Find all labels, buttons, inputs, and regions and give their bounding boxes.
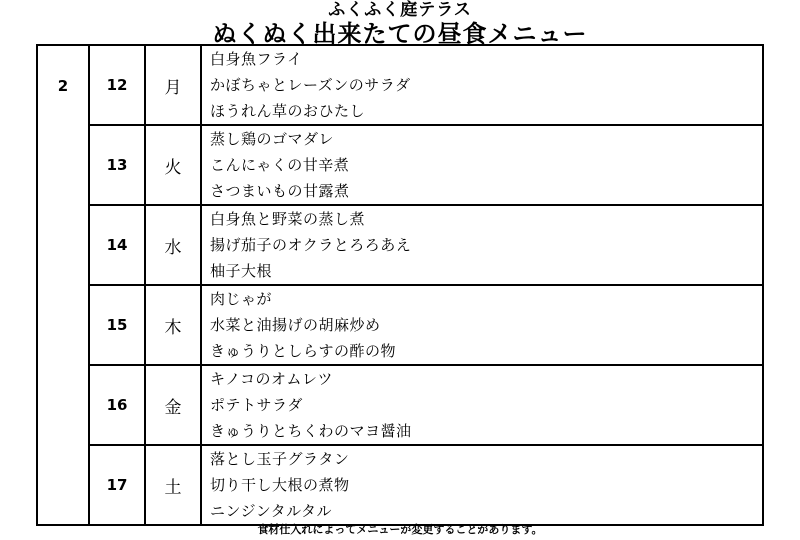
day-cell: 13 (89, 125, 145, 205)
dish-item: 白身魚フライ (210, 50, 303, 68)
dish-item: 白身魚と野菜の蒸し煮 (210, 210, 366, 228)
weekday-cell: 火 (145, 125, 201, 205)
weekday-cell: 水 (145, 205, 201, 285)
dish-item: 柚子大根 (210, 262, 273, 280)
day-cell: 12 (89, 45, 145, 125)
menu-row-day-13 (37, 125, 763, 205)
weekday-cell: 月 (145, 45, 201, 125)
weekday-cell: 土 (145, 445, 201, 525)
dishes-cell (201, 205, 763, 285)
dish-item: 蒸し鶏のゴマダレ (210, 130, 335, 148)
dish-item: こんにゃくの甘辛煮 (210, 156, 350, 174)
day-cell: 16 (89, 365, 145, 445)
menu-row-day-17 (37, 445, 763, 525)
weekday-cell: 木 (145, 285, 201, 365)
month-cell-empty (37, 205, 89, 285)
dishes-cell (201, 445, 763, 525)
month-cell: 2 (37, 45, 89, 125)
dish-item: 水菜と油揚げの胡麻炒め (210, 316, 381, 334)
dish-item: 切り干し大根の煮物 (210, 476, 350, 494)
page-title: ぬくぬく出来たての昼食メニュー (212, 20, 588, 48)
dish-item: かぼちゃとレーズンのサラダ (210, 76, 411, 94)
month-cell-empty (37, 285, 89, 365)
dish-item: 落とし玉子グラタン (210, 450, 350, 468)
dish-item: 肉じゃが (210, 290, 273, 308)
restaurant-name: ふくふく庭テラス (328, 0, 472, 20)
dish-item: キノコのオムレツ (210, 370, 333, 388)
dish-item: ほうれん草のおひたし (210, 102, 366, 120)
lunch-menu-body (37, 45, 763, 525)
menu-row-day-12 (37, 45, 763, 125)
menu-row-day-15 (37, 285, 763, 365)
dishes-cell (201, 285, 763, 365)
dish-item: きゅうりとちくわのマヨ醤油 (210, 422, 412, 440)
menu-row-day-16 (37, 365, 763, 445)
dish-item: ポテトサラダ (210, 396, 303, 414)
menu-row-day-14 (37, 205, 763, 285)
day-cell: 17 (89, 445, 145, 525)
dish-item: 揚げ茄子のオクラとろろあえ (210, 236, 412, 254)
dishes-cell (201, 45, 763, 125)
weekday-cell: 金 (145, 365, 201, 445)
day-cell: 15 (89, 285, 145, 365)
dish-item: きゅうりとしらすの酢の物 (210, 342, 397, 360)
menu-change-notice: 食材仕入れによってメニューが変更することがあります。 (257, 523, 543, 536)
dishes-cell (201, 125, 763, 205)
month-cell-empty (37, 125, 89, 205)
month-cell-empty (37, 445, 89, 525)
dish-item: ニンジンタルタル (210, 502, 333, 520)
month-cell-empty (37, 365, 89, 445)
dishes-cell (201, 365, 763, 445)
dish-item: さつまいもの甘露煮 (210, 182, 350, 200)
day-cell: 14 (89, 205, 145, 285)
lunch-menu-table (36, 44, 764, 526)
